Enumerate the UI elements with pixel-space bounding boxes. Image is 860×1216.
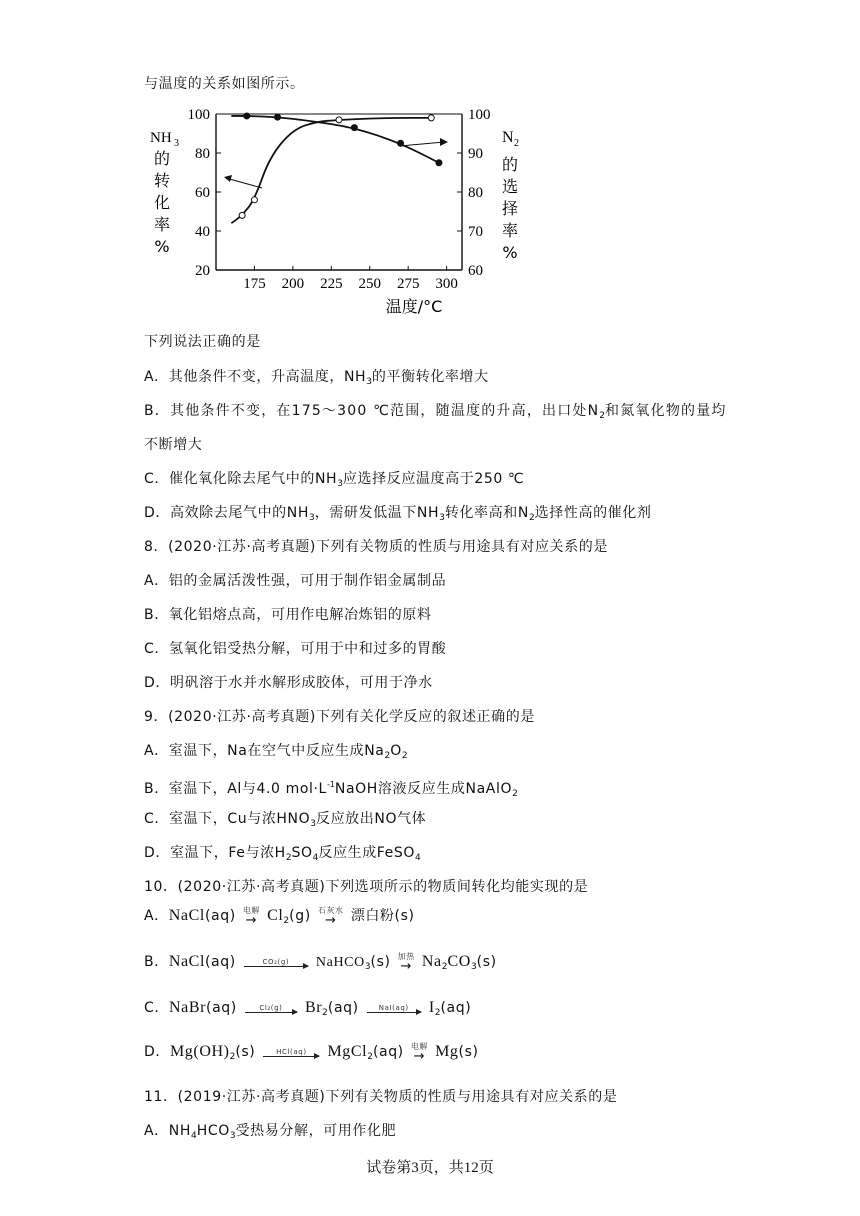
y-left-label-char: 率	[153, 215, 171, 234]
x-axis-label: 温度/°C	[385, 297, 443, 316]
reaction-arrow: HCl(aq)	[263, 1048, 319, 1057]
left-axis-pointer-head	[224, 175, 232, 182]
selectivity-point	[351, 125, 357, 131]
y-left-tick-label: 20	[195, 263, 210, 279]
q7-option-a: A．其他条件不变，升高温度，$NH_3$的平衡转化率增大	[144, 369, 489, 387]
y-right-tick-label: 100	[468, 107, 491, 123]
y-right-tick-label: 90	[468, 146, 483, 162]
q8-title: 8．(2020·江苏·高考真题)下列有关物质的性质与用途具有对应关系的是	[144, 539, 608, 555]
x-tick-label: 175	[243, 276, 266, 292]
y-left-label-char: 的	[153, 149, 171, 168]
q10-title: 10．(2020·江苏·高考真题)下列选项所示的物质间转化均能实现的是	[144, 879, 589, 895]
y-right-label-char: 择	[501, 199, 519, 218]
q11-option-a: A．$NH_4HCO_3$受热易分解，可用作化肥	[144, 1123, 397, 1141]
conversion-point	[251, 197, 257, 203]
q10-option-a: A．NaCl(aq) 电解 → $Cl_2(g)$ 石灰水 → 漂白粉(s)	[144, 906, 415, 928]
page-footer: 试卷第3页，共12页	[366, 1160, 494, 1176]
nh3-conversion-curve	[231, 118, 431, 223]
reaction-arrow: 电解 →	[242, 906, 261, 928]
y-right-label-char: 的	[501, 155, 519, 174]
y-left-label: NH	[150, 130, 172, 146]
y-right-label: N	[502, 129, 514, 146]
chart-ticks	[188, 107, 491, 292]
q7-option-b-cont: 不断增大	[144, 437, 203, 453]
x-tick-label: 200	[281, 276, 305, 292]
y-right-label-char: 率	[501, 221, 519, 240]
reaction-arrow: 石灰水 →	[317, 906, 344, 928]
chart-series	[224, 113, 448, 223]
y-left-label-char: 转	[153, 171, 171, 190]
question-prompt: 下列说法正确的是	[144, 334, 261, 350]
y-left-tick-label: 80	[195, 146, 210, 162]
chart-axes	[216, 114, 462, 270]
reaction-arrow: Cl₂(g)	[245, 1004, 297, 1013]
selectivity-point	[436, 160, 442, 166]
q11-title: 11．(2019·江苏·高考真题)下列有关物质的性质与用途具有对应关系的是	[144, 1089, 618, 1105]
q8-option-d: D．明矾溶于水并水解形成胶体，可用于净水	[144, 675, 433, 691]
q10-option-d: D．$Mg(OH)_2(s)$ HCl(aq) MgCl$_2$(aq) 电解 → Mg(s)	[144, 1042, 479, 1064]
left-axis-pointer	[226, 178, 262, 188]
y-left-label-char: 化	[153, 193, 171, 212]
reaction-arrow: NaI(aq)	[367, 1004, 421, 1013]
y-right-label-char: 选	[501, 177, 519, 196]
x-tick-label: 250	[358, 276, 381, 292]
intro-text: 与温度的关系如图所示。	[144, 76, 305, 92]
conversion-point	[428, 115, 434, 121]
y-left-label-sub: 3	[174, 138, 179, 149]
n2-selectivity-curve	[231, 116, 439, 163]
y-right-label-sub: 2	[514, 138, 519, 149]
q8-option-a: A．铝的金属活泼性强，可用于制作铝金属制品	[144, 573, 447, 589]
x-tick-label: 225	[320, 276, 343, 292]
conversion-point	[336, 117, 342, 123]
reaction-arrow: CO₂(g)	[244, 958, 308, 967]
q7-option-b: B．其他条件不变，在175～300 ℃范围，随温度的升高，出口处$N_2$和氮氧化物的量均	[144, 403, 727, 421]
y-left-tick-label: 60	[195, 185, 210, 201]
q9-option-d: D．室温下，Fe与浓$H_2SO_4$反应生成FeSO$_4$	[144, 845, 421, 863]
x-tick-label: 275	[396, 276, 420, 292]
y-left-label-char: %	[154, 237, 170, 256]
selectivity-point	[275, 114, 281, 120]
y-right-tick-label: 70	[468, 224, 483, 240]
y-right-tick-label: 60	[468, 263, 483, 279]
q9-option-a: A．室温下，Na在空气中反应生成$Na_2O_2$	[144, 743, 408, 761]
q8-option-b: B．氧化铝熔点高，可用作电解冶炼铝的原料	[144, 607, 432, 623]
q9-option-c: C．室温下，Cu与浓$HNO_3$反应放出NO气体	[144, 811, 427, 829]
q9-title: 9．(2020·江苏·高考真题)下列有关化学反应的叙述正确的是	[144, 709, 535, 725]
reaction-arrow: 电解 →	[410, 1042, 429, 1064]
q9-option-b: B．室温下，Al与4.0 $mol\cdot L^{-1}NaOH$溶液反应生成NaAlO$_2$	[144, 780, 518, 799]
reaction-arrow: 加热 →	[397, 952, 415, 974]
right-axis-pointer-head	[440, 138, 448, 146]
q10-option-b: B．NaCl(aq) CO₂(g) NaHCO$_3$(s) 加热 → $Na_2CO_3(s)$	[144, 952, 497, 974]
q8-option-c: C．氢氧化铝受热分解，可用于中和过多的胃酸	[144, 641, 447, 657]
right-axis-pointer	[400, 142, 444, 146]
y-right-label-char: %	[502, 243, 518, 262]
q7-option-d: D．高效除去尾气中的$NH_3$，需研发低温下$NH_3$转化率高和$N_2$选择性高的催化剂	[144, 505, 652, 523]
x-tick-label: 300	[435, 276, 458, 292]
conversion-point	[239, 212, 245, 218]
selectivity-point	[244, 113, 250, 119]
conversion-selectivity-chart	[144, 96, 524, 320]
y-left-tick-label: 40	[195, 224, 210, 240]
q10-option-c: C．NaBr(aq) Cl₂(g) $Br_2(aq)$ NaI(aq) $I_2(aq)$	[144, 999, 472, 1018]
q7-option-c: C．催化氧化除去尾气中的$NH_3$应选择反应温度高于250 ℃	[144, 471, 525, 489]
y-right-tick-label: 80	[468, 185, 483, 201]
y-left-tick-label: 100	[187, 107, 210, 123]
